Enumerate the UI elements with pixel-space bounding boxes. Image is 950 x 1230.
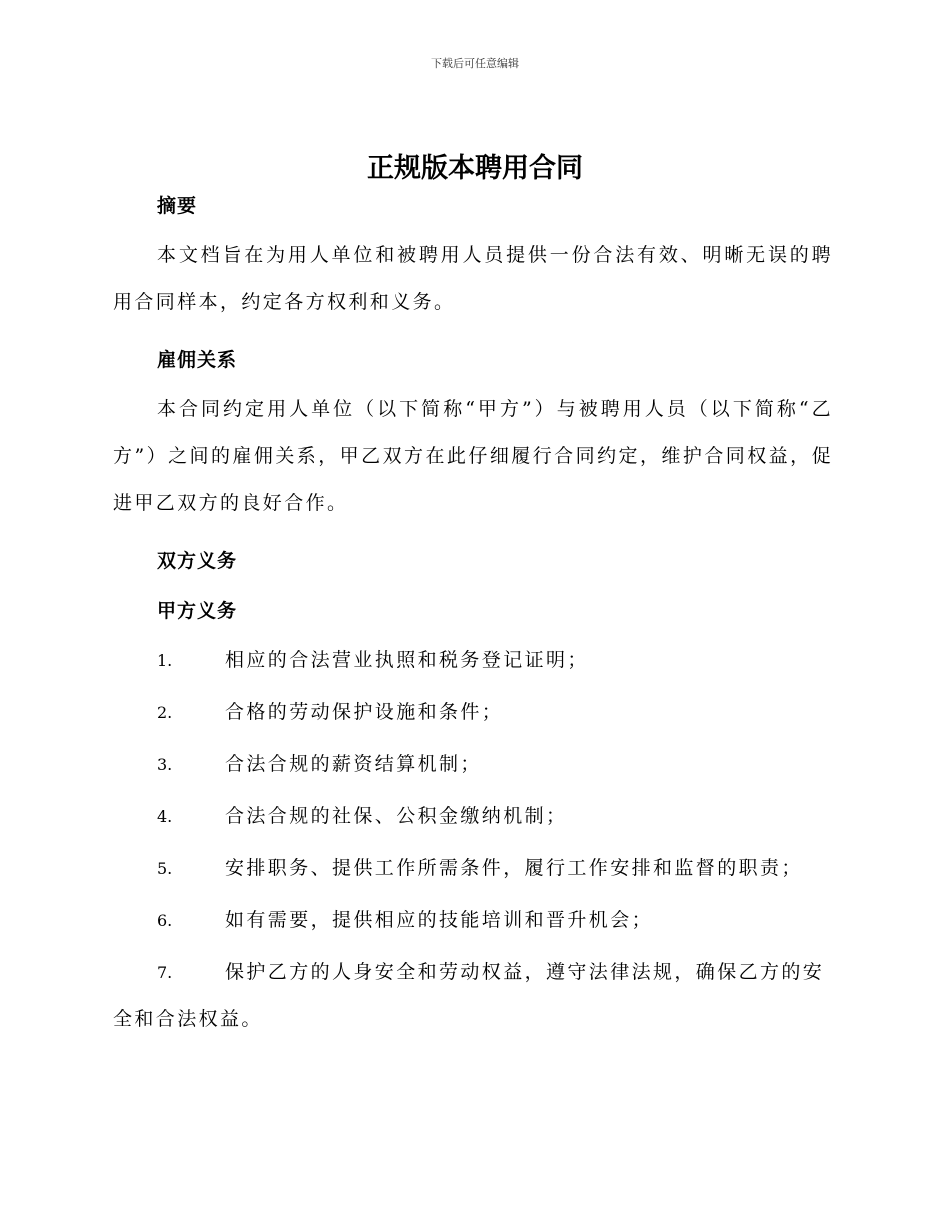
list-item	[113, 637, 833, 684]
obligations-heading: 双方义务	[157, 550, 238, 572]
list-item-number: 7.	[157, 963, 173, 982]
list-item	[113, 689, 833, 736]
list-item-text: 合法合规的社保、公积金缴纳机制；	[225, 805, 568, 827]
list-item	[113, 897, 833, 944]
list-item	[113, 949, 833, 1043]
list-item-text: 相应的合法营业执照和税务登记证明；	[225, 649, 589, 671]
list-item-text: 如有需要，提供相应的技能培训和晋升机会；	[225, 909, 654, 931]
abstract-paragraph: 本文档旨在为用人单位和被聘用人员提供一份合法有效、明晰无误的聘用合同样本，约定各方权利和义务。	[113, 244, 833, 313]
list-item	[113, 741, 833, 788]
abstract-heading: 摘要	[157, 195, 198, 217]
list-item-number: 6.	[157, 911, 173, 930]
list-item-number: 5.	[157, 859, 173, 878]
list-item-text: 合格的劳动保护设施和条件；	[225, 701, 504, 723]
list-item-number: 3.	[157, 755, 173, 774]
document-body	[113, 190, 833, 1048]
list-item-text: 安排职务、提供工作所需条件，履行工作安排和监督的职责；	[225, 857, 803, 879]
document-title: 正规版本聘用合同	[367, 153, 583, 184]
list-item	[113, 845, 833, 892]
header-note: 下载后可任意编辑	[431, 57, 519, 70]
list-item-number: 1.	[157, 651, 173, 670]
list-item-number: 2.	[157, 703, 173, 722]
list-item-text: 保护乙方的人身安全和劳动权益，遵守法律法规，确保乙方的安全和合法权益。	[113, 961, 825, 1030]
list-item	[113, 793, 833, 840]
party-a-obligation-list	[113, 637, 833, 1043]
party-a-heading: 甲方义务	[157, 600, 238, 622]
employment-paragraph: 本合同约定用人单位（以下简称“甲方”）与被聘用人员（以下简称“乙方”）之间的雇佣关系，甲乙双方在此仔细履行合同约定，维护合同权益，促进甲乙双方的良好合作。	[113, 398, 833, 514]
list-item-text: 合法合规的薪资结算机制；	[225, 753, 482, 775]
employment-heading: 雇佣关系	[157, 349, 238, 371]
list-item-number: 4.	[157, 807, 173, 826]
